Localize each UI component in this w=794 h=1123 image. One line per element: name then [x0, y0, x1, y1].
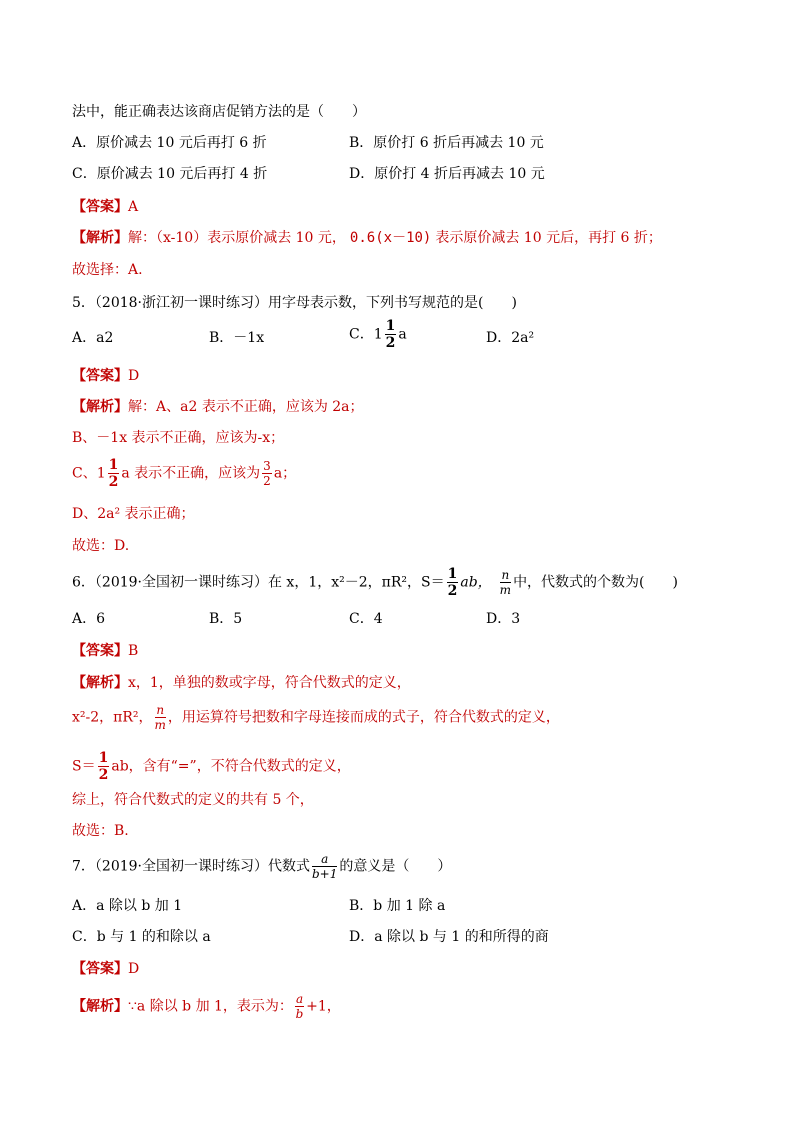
- q4-option-c: [72, 164, 267, 184]
- q6-stem: [72, 567, 678, 598]
- numerator: 1: [447, 566, 458, 582]
- answer-value: D: [128, 961, 140, 977]
- analysis-tag: 【解析】: [72, 675, 128, 691]
- numerator: 1: [108, 457, 119, 473]
- analysis-text: S＝: [72, 758, 96, 775]
- analysis-text: C、1: [72, 465, 106, 482]
- q6-option-b-text: B．5: [209, 611, 243, 627]
- q4-option-b-text: B．原价打 6 折后再减去 10 元: [349, 135, 544, 151]
- q6-option-c: [349, 609, 383, 629]
- q6-answer: [72, 641, 138, 661]
- numerator: 1: [385, 318, 396, 334]
- q4-option-c-text: C．原价减去 10 元后再打 4 折: [72, 166, 268, 182]
- q6-option-d-text: D．3: [486, 611, 521, 627]
- analysis-text: D、2a² 表示正确；: [72, 506, 195, 522]
- q7-option-a: [72, 896, 182, 916]
- q5-analysis-b: [72, 428, 284, 448]
- q5-answer: [72, 366, 139, 386]
- fraction: [98, 751, 110, 782]
- q7-stem-text: 7．（2019·全国初一课时练习）代数式: [72, 858, 310, 875]
- denominator: 2: [263, 474, 271, 488]
- numerator: a: [295, 992, 304, 1006]
- analysis-tag: 【解析】: [72, 998, 128, 1015]
- q6-analysis-3: [72, 751, 351, 782]
- analysis-text: +1，: [306, 998, 341, 1015]
- analysis-text: 综上，符合代数式的定义的共有 5 个，: [72, 792, 314, 808]
- q4-option-a-text: A．原价减去 10 元后再打 6 折: [72, 135, 267, 151]
- fraction: [500, 569, 511, 596]
- analysis-text: 解：（x-10）表示原价减去 10 元，: [128, 230, 346, 246]
- q4-option-a: [72, 133, 267, 153]
- q6-analysis-1: [72, 673, 411, 693]
- q4-stem: [72, 102, 366, 122]
- q5-option-b-text: B．－1x: [209, 330, 265, 346]
- numerator: n: [501, 568, 510, 582]
- fraction: [108, 458, 120, 489]
- q4-option-d-text: D．原价打 4 折后再减去 10 元: [349, 166, 545, 182]
- numerator: a: [312, 853, 337, 867]
- analysis-text: B、－1x 表示不正确，应该为-x；: [72, 430, 285, 446]
- denominator: 2: [385, 335, 396, 351]
- answer-tag: 【答案】: [72, 368, 128, 384]
- q7-option-c-text: C．b 与 1 的和除以 a: [72, 929, 211, 945]
- denominator: 2: [98, 767, 109, 783]
- answer-value: B: [128, 643, 139, 659]
- q4-analysis: [72, 228, 662, 248]
- q5-option-d: [486, 328, 534, 348]
- q5-option-c-text: C．1: [349, 326, 383, 343]
- analysis-text: x，1，单独的数或字母，符合代数式的定义，: [128, 675, 411, 691]
- q6-stem-text: 6．（2019·全国初一课时练习）在 x，1，x²－2，πR²，S＝: [72, 574, 445, 591]
- q5-conclusion: [72, 536, 129, 556]
- fraction: [295, 993, 304, 1020]
- numerator: 3: [263, 459, 271, 473]
- q7-option-c: [72, 927, 211, 947]
- fraction: [312, 853, 337, 880]
- fraction: [447, 567, 459, 598]
- q6-analysis-2: [72, 704, 560, 731]
- q5-option-a: [72, 328, 113, 348]
- numerator: 1: [98, 750, 109, 766]
- q5-analysis-d: [72, 504, 195, 524]
- analysis-text: a 表示不正确，应该为: [121, 465, 261, 482]
- denominator: b: [295, 1007, 304, 1021]
- q6-analysis-4: [72, 790, 314, 810]
- answer-value: A: [128, 199, 139, 215]
- q5-option-c-suffix: a: [398, 326, 407, 343]
- fraction: [385, 319, 397, 350]
- q6-option-a-text: A．6: [72, 611, 106, 627]
- q5-stem: [72, 293, 517, 313]
- q7-answer: [72, 959, 139, 979]
- q4-answer: [72, 197, 138, 217]
- q6-stem-text: 中，代数式的个数为( ): [513, 574, 678, 591]
- q6-stem-text: ab，: [460, 574, 492, 591]
- q6-option-d: [486, 609, 520, 629]
- denominator: m: [154, 718, 166, 732]
- q7-option-a-text: A．a 除以 b 加 1: [72, 898, 183, 914]
- q5-option-c: [349, 319, 407, 350]
- conclusion-text: 故选择：A.: [72, 262, 143, 278]
- q7-stem-text: 的意义是（ ）: [339, 858, 452, 875]
- numerator: n: [156, 703, 165, 717]
- analysis-text: ab，含有“=”，不符合代数式的定义，: [111, 758, 351, 775]
- analysis-text: ，用运算符号把数和字母连接而成的式子，符合代数式的定义，: [167, 709, 560, 726]
- q7-stem: [72, 853, 451, 880]
- fraction: [155, 704, 166, 731]
- q5-analysis-a: [72, 397, 364, 417]
- analysis-text: ∵a 除以 b 加 1，表示为：: [128, 998, 293, 1015]
- answer-value: D: [128, 368, 140, 384]
- q5-analysis-c: [72, 458, 296, 489]
- analysis-text: 表示原价减去 10 元后，再打 6 折；: [435, 230, 662, 246]
- q5-stem-text: 5．（2018·浙江初一课时练习）用字母表示数，下列书写规范的是( ): [72, 295, 517, 311]
- answer-tag: 【答案】: [72, 643, 128, 659]
- conclusion-text: 故选：B.: [72, 823, 129, 839]
- q7-option-b-text: B．b 加 1 除 a: [349, 898, 446, 914]
- q7-option-d: [349, 927, 549, 947]
- analysis-text: x²-2，πR²，: [72, 709, 153, 726]
- answer-tag: 【答案】: [72, 961, 128, 977]
- analysis-expression: 0.6(x－10): [349, 230, 432, 246]
- fraction: [262, 460, 272, 487]
- answer-tag: 【答案】: [72, 199, 128, 215]
- q6-option-c-text: C．4: [349, 611, 383, 627]
- denominator: 2: [447, 583, 458, 599]
- denominator: m: [499, 583, 512, 597]
- analysis-tag: 【解析】: [72, 230, 128, 246]
- conclusion-text: 故选：D.: [72, 538, 130, 554]
- q5-option-b: [209, 328, 264, 348]
- q4-option-b: [349, 133, 544, 153]
- q4-conclusion: [72, 260, 143, 280]
- q6-option-a: [72, 609, 105, 629]
- analysis-tag: 【解析】: [72, 399, 128, 415]
- q6-conclusion: [72, 821, 129, 841]
- q4-stem-text: 法中，能正确表达该商店促销方法的是（ ）: [72, 104, 366, 120]
- denominator: 2: [108, 474, 119, 490]
- q6-option-b: [209, 609, 242, 629]
- q4-option-d: [349, 164, 545, 184]
- analysis-text: 解：A、a2 表示不正确，应该为 2a；: [128, 399, 364, 415]
- q5-option-d-text: D．2a²: [486, 330, 535, 346]
- q7-option-d-text: D．a 除以 b 与 1 的和所得的商: [349, 929, 549, 945]
- q5-option-a-text: A．a2: [72, 330, 114, 346]
- denominator: b+1: [312, 867, 338, 881]
- q7-option-b: [349, 896, 445, 916]
- q7-analysis: [72, 993, 341, 1020]
- analysis-text: a；: [273, 465, 297, 482]
